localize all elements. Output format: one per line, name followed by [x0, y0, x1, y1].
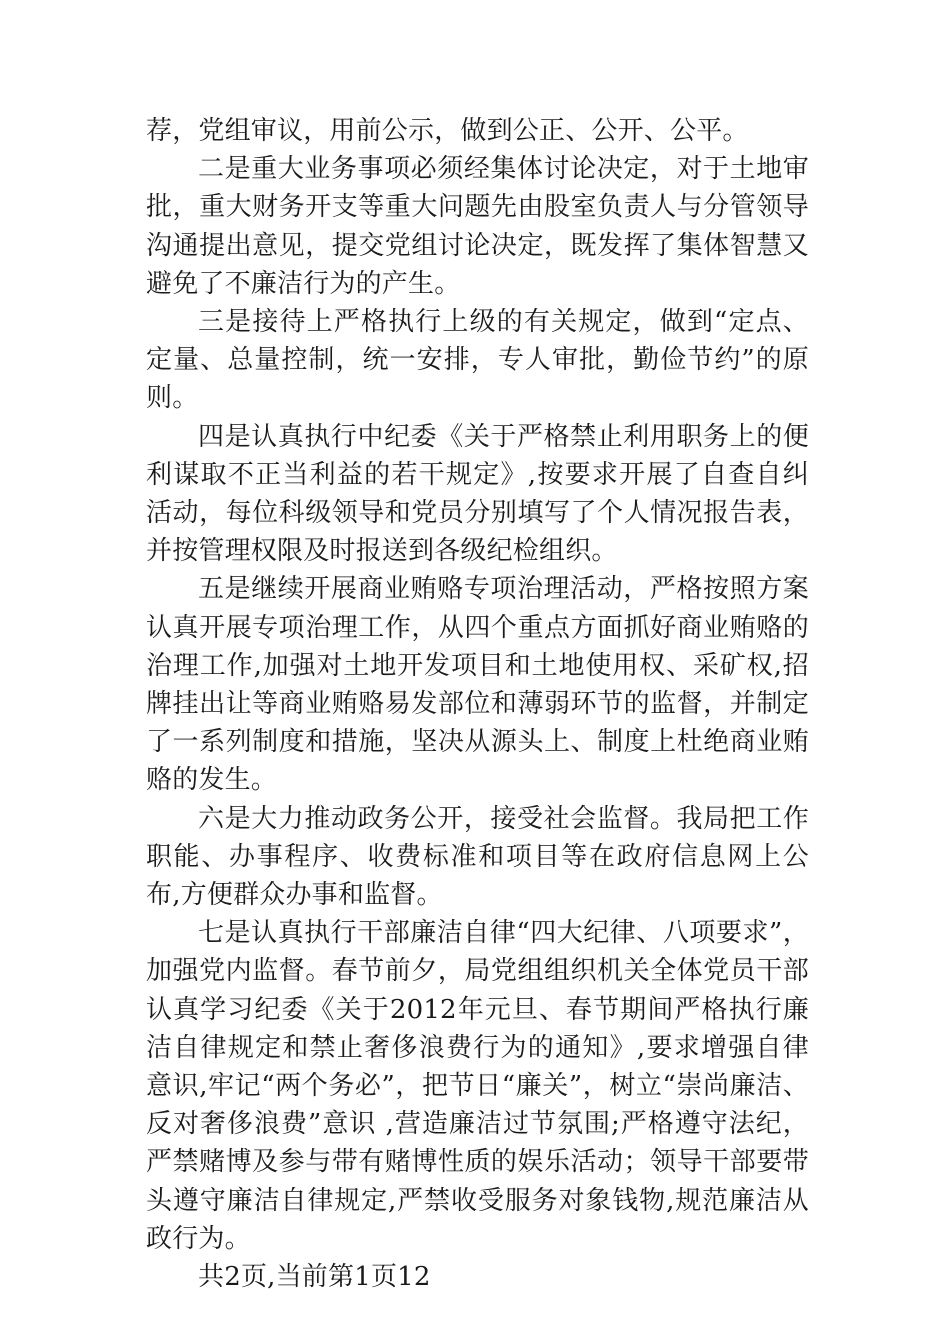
page-footer: 共2页,当前第1页12 [198, 1262, 431, 1293]
paragraph-5: 五是继续开展商业贿赂专项治理活动，严格按照方案认真开展专项治理工作，从四个重点方面抓好商业贿赂的治理工作,加强对土地开发项目和土地使用权、采矿权,招牌挂出让等商业贿赂易发部位和薄弱环节的监督，并制定了一系列制度和措施，坚决从源头上、制度上杜绝商业贿赂的发生。 [146, 574, 809, 796]
paragraph-2: 二是重大业务事项必须经集体讨论决定，对于土地审批，重大财务开支等重大问题先由股室负责人与分管领导沟通提出意见，提交党组讨论决定，既发挥了集体智慧又避免了不廉洁行为的产生。 [146, 154, 809, 299]
paragraph-1: 荐，党组审议，用前公示，做到公正、公开、公平。 [146, 116, 749, 146]
paragraph-6: 六是大力推动政务公开，接受社会监督。我局把工作职能、办事程序、收费标准和项目等在政府信息网上公布,方便群众办事和监督。 [146, 803, 809, 911]
document-body [146, 112, 809, 1296]
paragraph-7: 七是认真执行干部廉洁自律“四大纪律、八项要求”，加强党内监督。春节前夕，局党组组织机关全体党员干部认真学习纪委《关于2012年元旦、春节期间严格执行廉洁自律规定和禁止奢侈浪费行为的通知》,要求增强自律意识,牢记“两个务必”，把节日“廉关”，树立“崇尚廉洁、反对奢侈浪费”意识 ,营造廉洁过节氛围;严格遵守法纪，严禁赌博及参与带有赌博性质的娱乐活动；领导干部要带头遵守廉洁自律规定,严禁收受服务对象钱物,规范廉洁从政行为。 [146, 918, 809, 1254]
paragraph-3: 三是接待上严格执行上级的有关规定，做到“定点、定量、总量控制，统一安排，专人审批，勤俭节约”的原则。 [146, 307, 809, 414]
paragraph-4: 四是认真执行中纪委《关于严格禁止利用职务上的便利谋取不正当利益的若干规定》,按要求开展了自查自纠活动，每位科级领导和党员分别填写了个人情况报告表，并按管理权限及时报送到各级纪检组织。 [146, 421, 809, 567]
